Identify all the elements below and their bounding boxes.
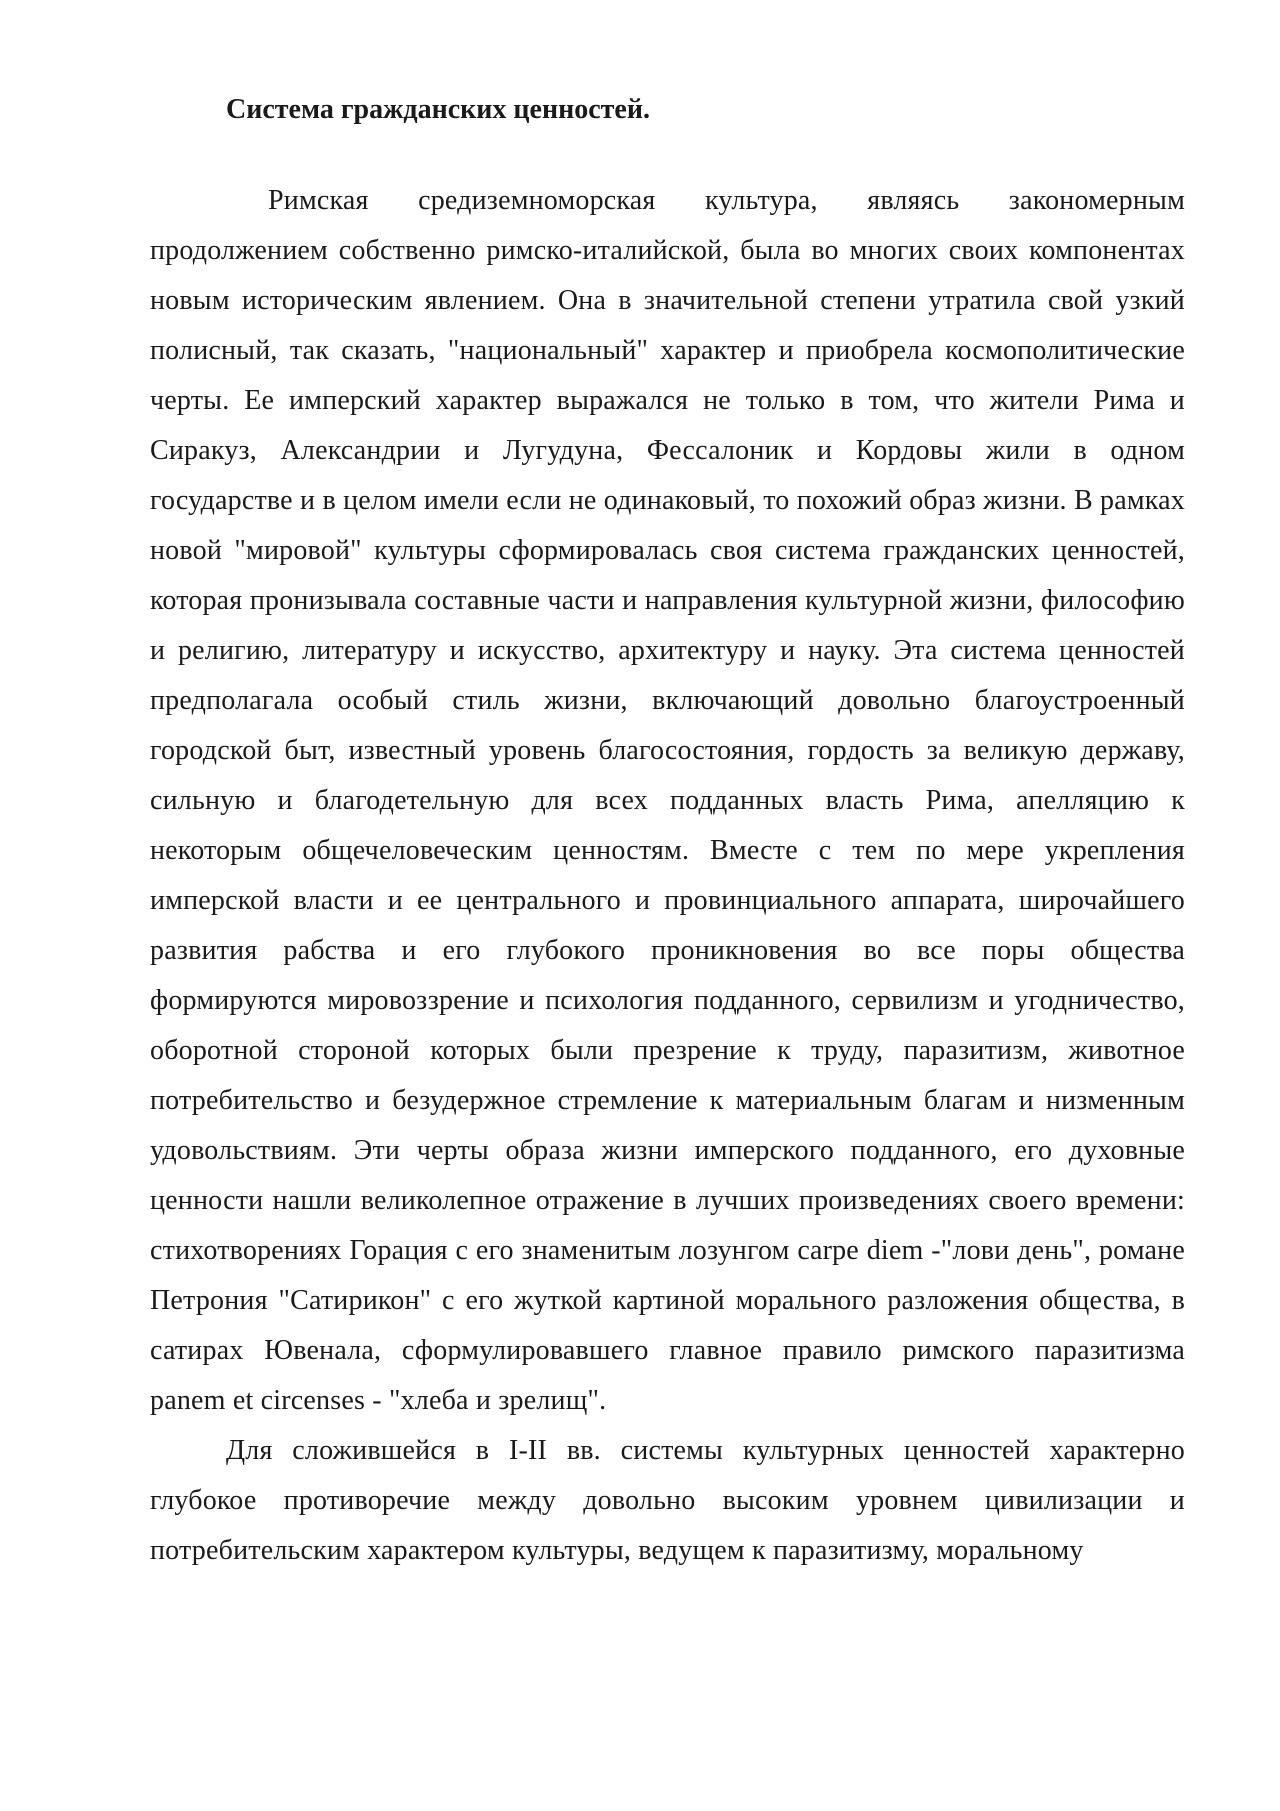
document-body <box>150 88 1185 1576</box>
paragraph: Для сложившейся в I-II вв. системы культурных ценностей характерно глубокое противоречие между довольно высоким уровнем цивилизации и потребительским характером культуры, ведущем к паразитизму, моральному <box>150 1435 1185 1566</box>
paragraph: Римская средиземноморская культура, являясь закономерным продолжением собственно римско-италийской, была во многих своих компонентах новым историческим явлением. Она в значительной степени утратила свой узкий полисный, так сказать, "национальный" характер и приобрела космополитические черты. Ее имперский характер выражался не только в том, что жители Рима и Сиракуз, Александрии и Лугудуна, Фессалоник и Кордовы жили в одном государстве и в целом имели если не одинаковый, то похожий образ жизни. В рамках новой "мировой" культуры сформировалась своя система гражданских ценностей, которая пронизывала составные части и направления культурной жизни, философию и религию, литературу и искусство, архитектуру и науку. Эта система ценностей предполагала особый стиль жизни, включающий довольно благоустроенный городской быт, известный уровень благосостояния, гордость за великую державу, сильную и благодетельную для всех подданных власть Рима, апелляцию к некоторым общечеловеческим ценностям. Вместе с тем по мере укрепления имперской власти и ее центрального и провинциального аппарата, широчайшего развития рабства и его глубокого проникновения во все поры общества формируются мировоззрение и психология подданного, сервилизм и угодничество, оборотной стороной которых были презрение к труду, паразитизм, животное потребительство и безудержное стремление к материальным благам и низменным удовольствиям. Эти черты образа жизни имперского подданного, его духовные ценности нашли великолепное отражение в лучших произведениях своего времени: стихотворениях Горация с его знаменитым лозунгом carpe diem -"лови день", романе Петрония "Сатирикон" с его жуткой картиной морального разложения общества, в сатирах Ювенала, сформулировавшего главное правило римского паразитизма panem et circenses - "хлеба и зрелищ". <box>150 185 1185 1416</box>
document-title: Система гражданских ценностей. <box>226 94 650 125</box>
